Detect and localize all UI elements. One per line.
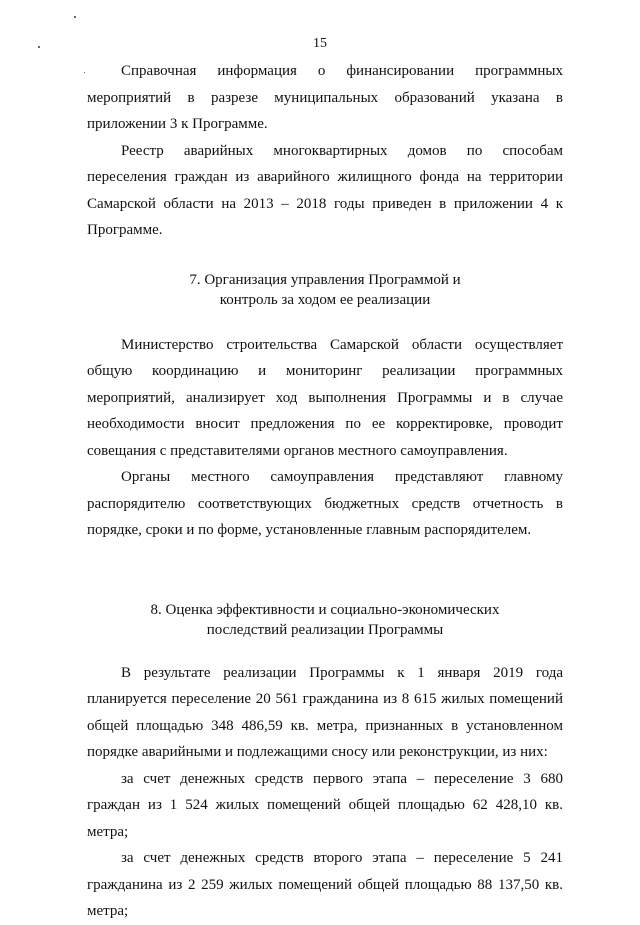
paragraph: Реестр аварийных многоквартирных домов по способам переселения граждан из аварийного жилищного фонда на территории Самарской области на 2013 – 2018 годы приведен в приложении 4 к Программе. — [87, 142, 563, 238]
section-heading — [87, 270, 563, 310]
scan-speck — [74, 16, 76, 18]
document-body — [87, 58, 563, 925]
paragraph: за счет денежных средств первого этапа – переселение 3 680 граждан из 1 524 жилых помещений общей площадью 62 428,10 кв. метра; — [87, 770, 563, 840]
page-number: 15 — [313, 36, 327, 51]
section-heading-line: 8. Оценка эффективности и социально-экономических — [150, 601, 500, 618]
section-heading-line: контроль за ходом ее реализации — [219, 291, 431, 308]
section-heading-line: последствий реализации Программы — [206, 621, 444, 638]
section-heading-line: 7. Организация управления Программой и — [189, 271, 461, 288]
section-heading — [87, 600, 563, 640]
paragraph: Справочная информация о финансировании программных мероприятий в разрезе муниципальных образований указана в приложении 3 к Программе. — [87, 63, 563, 132]
scan-speck — [84, 72, 85, 73]
paragraph: В результате реализации Программы к 1 января 2019 года планируется переселение 20 561 гражданина из 8 615 жилых помещений общей площадью 348 486,59 кв. метра, признанных в установленном порядке аварийными и подлежащими сносу или реконструкции, из них: — [87, 664, 563, 760]
paragraph: за счет денежных средств второго этапа – переселение 5 241 гражданина из 2 259 жилых помещений общей площадью 88 137,50 кв. метра; — [87, 850, 563, 919]
paragraph: Министерство строительства Самарской области осуществляет общую координацию и мониторинг реализации программных мероприятий, анализирует ход выполнения Программы и в случае необходимости вносит предложения по ее корректировке, проводит совещания с представителями органов местного самоуправления. — [87, 336, 563, 459]
paragraph: Органы местного самоуправления представляют главному распорядителю соответствующих бюджетных средств отчетность в порядке, сроки и по форме, установленные главным распорядителем. — [87, 469, 563, 538]
